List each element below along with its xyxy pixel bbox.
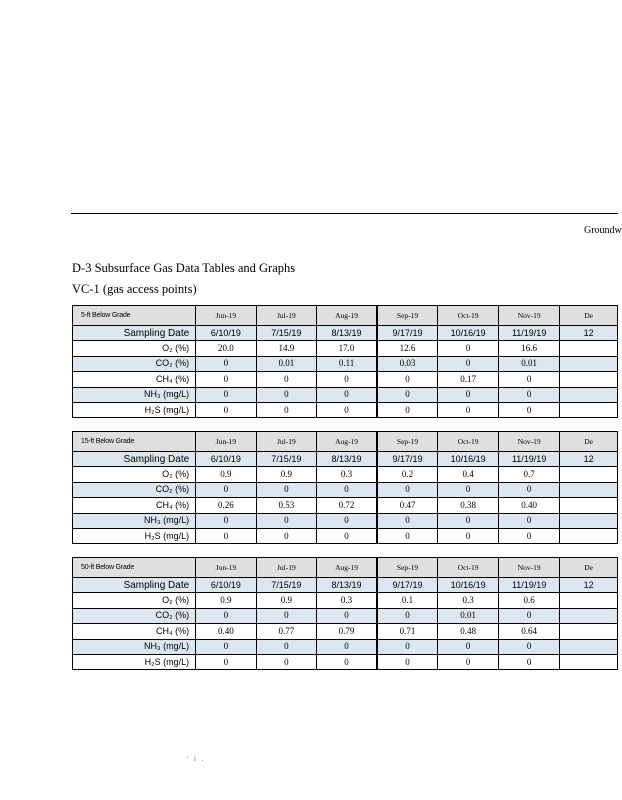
month-header: Oct-19 <box>438 558 499 578</box>
table-cell: 0 <box>377 402 438 417</box>
table-cell: 0.77 <box>256 624 316 639</box>
table-cell: 0 <box>196 356 256 371</box>
row-label: CO₂ (%) <box>73 608 196 623</box>
table-cell: 0.38 <box>438 498 499 513</box>
table-cell: 0 <box>438 482 499 497</box>
month-header: Jun-19 <box>196 432 256 452</box>
table-cell: 0.3 <box>317 593 378 608</box>
table-cell: 0 <box>377 528 438 543</box>
table-cell: 0.79 <box>317 624 378 639</box>
table-cell: 0 <box>438 528 499 543</box>
row-label: CH₄ (%) <box>73 624 196 639</box>
month-header: Aug-19 <box>317 432 378 452</box>
table-row <box>73 639 618 654</box>
row-label: O₂ (%) <box>73 467 196 482</box>
table-header-row <box>73 558 618 578</box>
table-cell: 16.6 <box>499 341 560 356</box>
table-header-row <box>73 306 618 326</box>
table-cell: 0 <box>196 639 256 654</box>
table-cell: 0.17 <box>438 372 499 387</box>
table-cell: 0 <box>256 528 316 543</box>
table-cell: 0.9 <box>196 467 256 482</box>
table-cell: 0 <box>256 372 316 387</box>
table-cell: 9/17/19 <box>377 326 438 341</box>
table-cell: 0 <box>499 372 560 387</box>
table-cell: 0 <box>377 608 438 623</box>
month-header: Nov-19 <box>499 306 560 326</box>
table-cell: 0 <box>377 372 438 387</box>
table-cell: 0 <box>196 482 256 497</box>
table-cell: 8/13/19 <box>317 452 378 467</box>
table-cell: 0.11 <box>317 356 378 371</box>
table-cell: 0 <box>438 639 499 654</box>
table-cell: 6/10/19 <box>196 452 256 467</box>
table-cell: 8/13/19 <box>317 578 378 593</box>
table-cell: 0 <box>499 528 560 543</box>
month-header: De <box>560 432 618 452</box>
table-row <box>73 387 618 402</box>
table-cell: 0 <box>196 372 256 387</box>
table-cell: 7/15/19 <box>256 452 316 467</box>
table-cell: 0.1 <box>377 593 438 608</box>
table-cell: 10/16/19 <box>438 452 499 467</box>
table-cell: 0 <box>256 513 316 528</box>
table-cell: 0 <box>499 387 560 402</box>
table-cell: 0.9 <box>256 593 316 608</box>
row-label: Sampling Date <box>73 326 196 341</box>
table-cell: 0 <box>317 513 378 528</box>
table-cell: 11/19/19 <box>499 326 560 341</box>
month-header: Sep-19 <box>377 432 438 452</box>
table-cell: 0 <box>317 654 378 669</box>
table-cell: 0 <box>317 372 378 387</box>
table-cell: 0.64 <box>499 624 560 639</box>
table-row <box>73 654 618 669</box>
table-cell: 0 <box>377 639 438 654</box>
table-cell: 0 <box>438 654 499 669</box>
table-cell: 0 <box>377 513 438 528</box>
table-cell <box>560 528 618 543</box>
row-label: CO₂ (%) <box>73 356 196 371</box>
table-cell: 0 <box>499 513 560 528</box>
table-cell <box>560 639 618 654</box>
table-row <box>73 608 618 623</box>
table-cell: 0 <box>317 387 378 402</box>
location-heading: VC-1 (gas access points) <box>72 282 197 296</box>
header-rule <box>71 213 618 214</box>
table-cell: 0.3 <box>438 593 499 608</box>
table-row <box>73 372 618 387</box>
table-cell: 17.0 <box>317 341 378 356</box>
row-label: H₂S (mg/L) <box>73 402 196 417</box>
table-header-row <box>73 432 618 452</box>
table-row <box>73 513 618 528</box>
month-header: Jul-19 <box>256 432 316 452</box>
table-cell: 0 <box>256 402 316 417</box>
table-cell: 0 <box>377 482 438 497</box>
month-header: Nov-19 <box>499 558 560 578</box>
table-cell <box>560 387 618 402</box>
table-cell: 12 <box>560 452 618 467</box>
table-cell: 0.01 <box>438 608 499 623</box>
month-header: Jul-19 <box>256 558 316 578</box>
table-cell <box>560 608 618 623</box>
depth-title: 15-ft Below Grade <box>73 432 196 452</box>
depth-title: 50-ft Below Grade <box>73 558 196 578</box>
month-header: Aug-19 <box>317 558 378 578</box>
table-cell: 11/19/19 <box>499 452 560 467</box>
table-cell <box>560 593 618 608</box>
table-cell: 10/16/19 <box>438 326 499 341</box>
month-header: Oct-19 <box>438 432 499 452</box>
row-label: CH₄ (%) <box>73 498 196 513</box>
table-cell: 12.6 <box>377 341 438 356</box>
table-cell: 0.26 <box>196 498 256 513</box>
gas-table-5ft <box>72 305 618 418</box>
table-cell <box>560 482 618 497</box>
table-cell: 0 <box>499 482 560 497</box>
table-cell: 0.53 <box>256 498 316 513</box>
table-row <box>73 467 618 482</box>
table-cell: 0 <box>256 387 316 402</box>
table-row <box>73 482 618 497</box>
table-cell: 9/17/19 <box>377 452 438 467</box>
table-cell: 0.71 <box>377 624 438 639</box>
table-cell: 0 <box>196 608 256 623</box>
table-cell: 0 <box>256 654 316 669</box>
table-cell: 0 <box>377 654 438 669</box>
table-cell: 0.47 <box>377 498 438 513</box>
row-label: O₂ (%) <box>73 341 196 356</box>
table-cell: 0.9 <box>196 593 256 608</box>
section-heading: D-3 Subsurface Gas Data Tables and Graphs <box>72 261 296 275</box>
table-cell: 7/15/19 <box>256 326 316 341</box>
table-cell <box>560 624 618 639</box>
table-cell: 12 <box>560 578 618 593</box>
table-cell: 0 <box>256 608 316 623</box>
table-cell: 0 <box>196 402 256 417</box>
gas-table-15ft <box>72 431 618 544</box>
table-row <box>73 528 618 543</box>
table-cell: 0 <box>196 513 256 528</box>
table-cell: 0 <box>438 513 499 528</box>
table-row <box>73 578 618 593</box>
table-row <box>73 593 618 608</box>
row-label: NH₃ (mg/L) <box>73 639 196 654</box>
table-cell: 0.03 <box>377 356 438 371</box>
row-label: H₂S (mg/L) <box>73 528 196 543</box>
month-header: Sep-19 <box>377 306 438 326</box>
table-row <box>73 341 618 356</box>
table-row <box>73 624 618 639</box>
table-cell: 9/17/19 <box>377 578 438 593</box>
table-cell: 6/10/19 <box>196 326 256 341</box>
table-cell <box>560 402 618 417</box>
row-label: Sampling Date <box>73 578 196 593</box>
table-cell: 0 <box>499 654 560 669</box>
running-header: Groundw <box>584 225 622 236</box>
table-row <box>73 326 618 341</box>
month-header: Jul-19 <box>256 306 316 326</box>
table-cell: 20.0 <box>196 341 256 356</box>
table-cell: 14.9 <box>256 341 316 356</box>
table-cell: 0 <box>196 528 256 543</box>
table-cell <box>560 356 618 371</box>
table-cell: 0 <box>438 387 499 402</box>
table-cell: 0 <box>438 402 499 417</box>
table-row <box>73 498 618 513</box>
table-cell: 7/15/19 <box>256 578 316 593</box>
row-label: CH₄ (%) <box>73 372 196 387</box>
table-cell: 11/19/19 <box>499 578 560 593</box>
row-label: Sampling Date <box>73 452 196 467</box>
month-header: Jun-19 <box>196 558 256 578</box>
table-row <box>73 452 618 467</box>
table-cell: 0.3 <box>317 467 378 482</box>
table-cell <box>560 654 618 669</box>
table-cell: 0.2 <box>377 467 438 482</box>
gas-table-50ft <box>72 557 618 670</box>
table-cell: 0 <box>317 482 378 497</box>
table-cell: 0 <box>377 387 438 402</box>
depth-title: 5-ft Below Grade <box>73 306 196 326</box>
table-cell: 0 <box>317 402 378 417</box>
table-cell: 8/13/19 <box>317 326 378 341</box>
table-cell: 0 <box>256 639 316 654</box>
table-cell: 0.4 <box>438 467 499 482</box>
table-cell <box>560 498 618 513</box>
table-cell: 0.72 <box>317 498 378 513</box>
month-header: Nov-19 <box>499 432 560 452</box>
row-label: O₂ (%) <box>73 593 196 608</box>
table-cell <box>560 372 618 387</box>
table-cell: 0 <box>256 482 316 497</box>
table-cell: 0 <box>499 402 560 417</box>
table-cell: 0 <box>317 608 378 623</box>
table-cell: 0 <box>438 356 499 371</box>
table-cell <box>560 467 618 482</box>
row-label: NH₃ (mg/L) <box>73 513 196 528</box>
row-label: NH₃ (mg/L) <box>73 387 196 402</box>
table-cell: 0.01 <box>256 356 316 371</box>
table-cell: 0 <box>499 608 560 623</box>
table-cell: 0 <box>317 528 378 543</box>
row-label: CO₂ (%) <box>73 482 196 497</box>
table-cell: 12 <box>560 326 618 341</box>
table-cell: 0 <box>317 639 378 654</box>
month-header: Sep-19 <box>377 558 438 578</box>
table-cell: 0.40 <box>499 498 560 513</box>
table-cell: 0 <box>196 654 256 669</box>
month-header: De <box>560 306 618 326</box>
table-row <box>73 402 618 417</box>
table-row <box>73 356 618 371</box>
month-header: Aug-19 <box>317 306 378 326</box>
table-cell: 0.9 <box>256 467 316 482</box>
table-cell <box>560 513 618 528</box>
table-cell: 6/10/19 <box>196 578 256 593</box>
table-cell: 0 <box>438 341 499 356</box>
table-cell: 0 <box>499 639 560 654</box>
table-cell: 0.48 <box>438 624 499 639</box>
table-cell: 0 <box>196 387 256 402</box>
table-cell: 0.40 <box>196 624 256 639</box>
page-footnote: ' i . <box>187 755 206 763</box>
month-header: Jun-19 <box>196 306 256 326</box>
table-cell: 0.6 <box>499 593 560 608</box>
table-cell: 10/16/19 <box>438 578 499 593</box>
row-label: H₂S (mg/L) <box>73 654 196 669</box>
month-header: Oct-19 <box>438 306 499 326</box>
table-cell: 0.7 <box>499 467 560 482</box>
table-cell <box>560 341 618 356</box>
table-cell: 0.01 <box>499 356 560 371</box>
month-header: De <box>560 558 618 578</box>
